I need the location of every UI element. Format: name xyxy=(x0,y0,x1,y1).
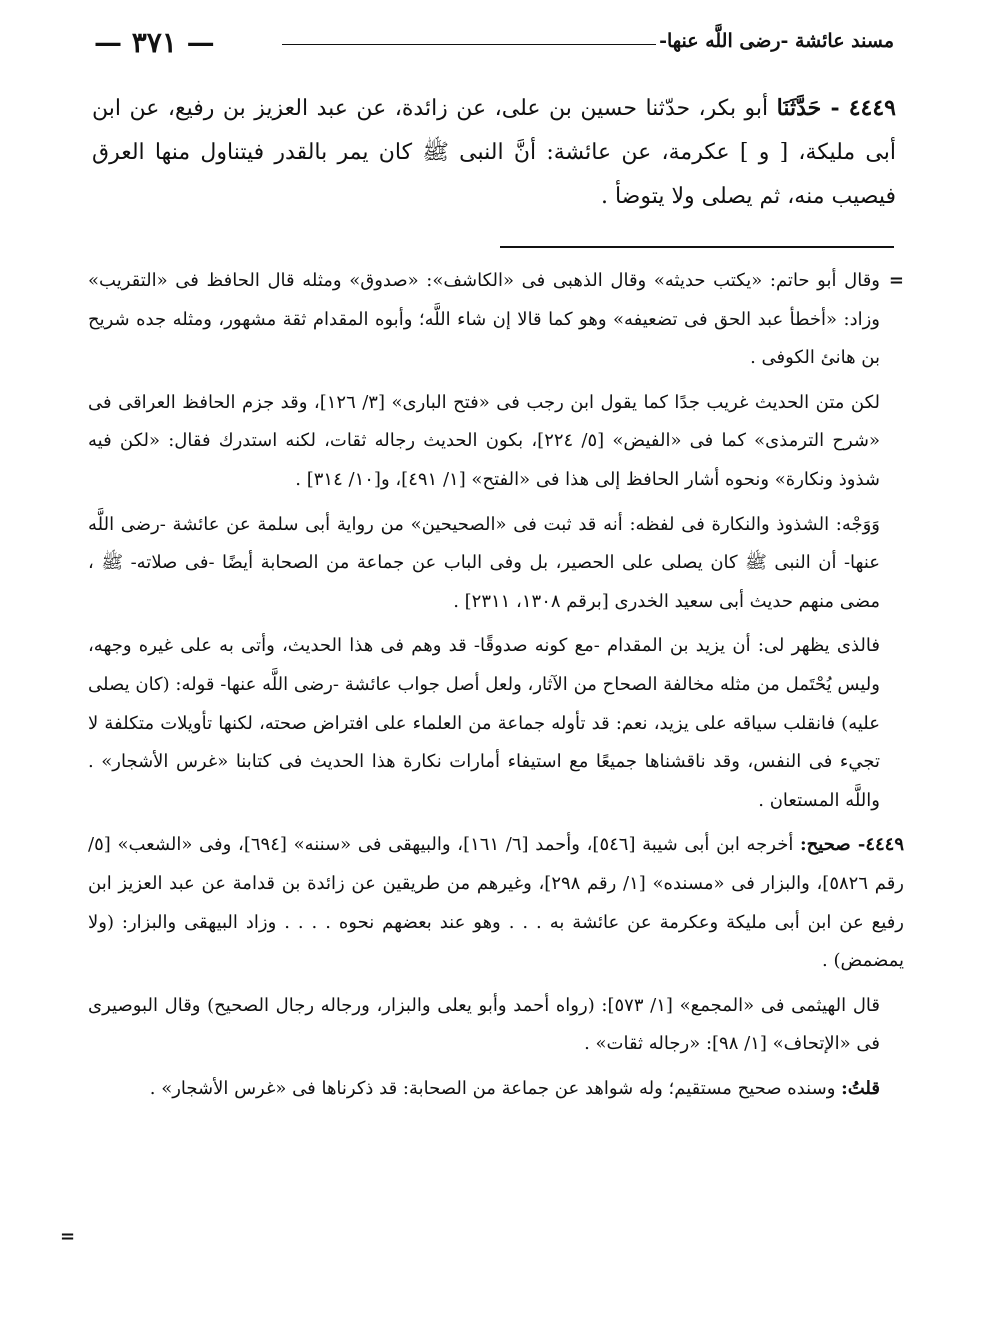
page-number: — ٣٧١ — xyxy=(94,26,215,59)
running-title: مسند عائشة -رضى اللَّه عنها- xyxy=(659,30,894,52)
footnote-paragraph: قال الهيثمى فى «المجمع» [١/ ٥٧٣]: (رواه أحمد وأبو يعلى والبزار، ورجاله رجال الصحيح) وقال البوصيرى فى «الإتحاف» [١/ ٩٨]: «رجاله ثقات» . xyxy=(88,994,880,1055)
hadith-keyword: حَدَّثَنَا xyxy=(776,95,822,121)
hadith-dash: - xyxy=(821,95,849,121)
qultu-keyword: قلتُ: xyxy=(841,1077,880,1099)
footnote-paragraph: فالذى يظهر لى: أن يزيد بن المقدام -مع كونه صدوقًا- قد وهم فى هذا الحديث، وأتى به على غيره وجهه، وليس يُحْتَمل من مثله مخالفة الصحاح من الآثار، ولعل أصل جواب عائشة -رضى اللَّه عنها- قوله: (كان يصلى عليه) فانقلب سياقه على يزيد، نعم: قد تأوله جماعة من العلماء على افتراض صحته، لكنها تأويلات متكلفة لا تجيء فى النفس، وقد ناقشناها جميعًا مع استيفاء أمارات نكارة هذا الحديث فى كتابنا «غرس الأشجار» . واللَّه المستعان . xyxy=(88,635,880,811)
page-header xyxy=(94,26,894,66)
footnote-separator xyxy=(500,246,894,248)
takhrij-paragraph xyxy=(88,826,904,980)
footnote-paragraph: لكن متن الحديث غريب جدًا كما يقول ابن رجب فى «فتح البارى» [٣/ ١٢٦]، وقد جزم الحافظ العراقى فى «شرح الترمذى» كما فى «الفيض» [٥/ ٢٢٤]، بكون الحديث رجاله ثقات، لكنه استدرك فقال: «لكن فيه شذوذ ونكارة» ونحوه أشار الحافظ إلى هذا فى «الفتح» [١/ ٤٩١]، و[١٠/ ٣١٤] . xyxy=(88,391,881,490)
footnote-text: وقال أبو حاتم: «يكتب حديثه» وقال الذهبى فى «الكاشف»: «صدوق» ومثله قال الحافظ فى «التقريب» وزاد: «أخطأ عبد الحق فى تضعيفه» وهو كما قالا إن شاء اللَّه؛ وأبوه المقدام ثقة مشهور، ومثله جده شريح بن هانئ الكوفى . xyxy=(88,270,880,369)
footnote-paragraph xyxy=(88,1070,904,1109)
continuation-mark: = xyxy=(888,270,904,291)
continuation-end-mark: = xyxy=(60,1226,76,1247)
hadith-number: ٤٤٤٩ xyxy=(848,95,896,121)
header-rule xyxy=(282,44,656,45)
footnote-text: وسنده صحيح مستقيم؛ وله شواهد عن جماعة من الصحابة: قد ذكرناها فى «غرس الأشجار» . xyxy=(149,1077,842,1099)
takhrij-text: أخرجه ابن أبى شيبة [٥٤٦]، وأحمد [٦/ ١٦١]، والبيهقى فى «سننه» [٦٩٤]، وفى «الشعب» [٥/ رقم ٥٨٢٦]، والبزار فى «مسنده» [١/ رقم ٢٩٨]، وغيرهم من طريقين عن زائدة بن قدامة عن عبد العزيز ابن رفيع عن ابن أبى مليكة وعكرمة عن عائشة به . . . وهو عند بعضهم نحوه . . . . وزاد البيهقى والبزار: (ولا يمضمض) . xyxy=(88,834,904,972)
hadith-text xyxy=(92,86,896,219)
takhrij-heading: ٤٤٤٩- صحيح: xyxy=(800,834,904,856)
footnotes xyxy=(88,262,904,1114)
hadith-body: أبو بكر، حدّثنا حسين بن على، عن زائدة، عن عبد العزيز بن رفيع، عن ابن أبى مليكة، [ و ] عكرمة، عن عائشة: أنَّ النبى ﷺ كان يمر بالقدر فيتناول منها العرق فيصيب منه، ثم يصلى ولا يتوضأ . xyxy=(92,96,896,209)
footnote-paragraph xyxy=(88,262,904,378)
footnote-paragraph: وَوَجْه: الشذوذ والنكارة فى لفظه: أنه قد ثبت فى «الصحيحين» من رواية أبى سلمة عن عائشة -رضى اللَّه عنها- أن النبى ﷺ كان يصلى على الحصير، بل وفى الباب عن جماعة من الصحابة أيضًا -فى صلاته- ﷺ ، مضى منهم حديث أبى سعيد الخدرى [برقم ١٣٠٨، ٢٣١١] . xyxy=(88,513,880,612)
